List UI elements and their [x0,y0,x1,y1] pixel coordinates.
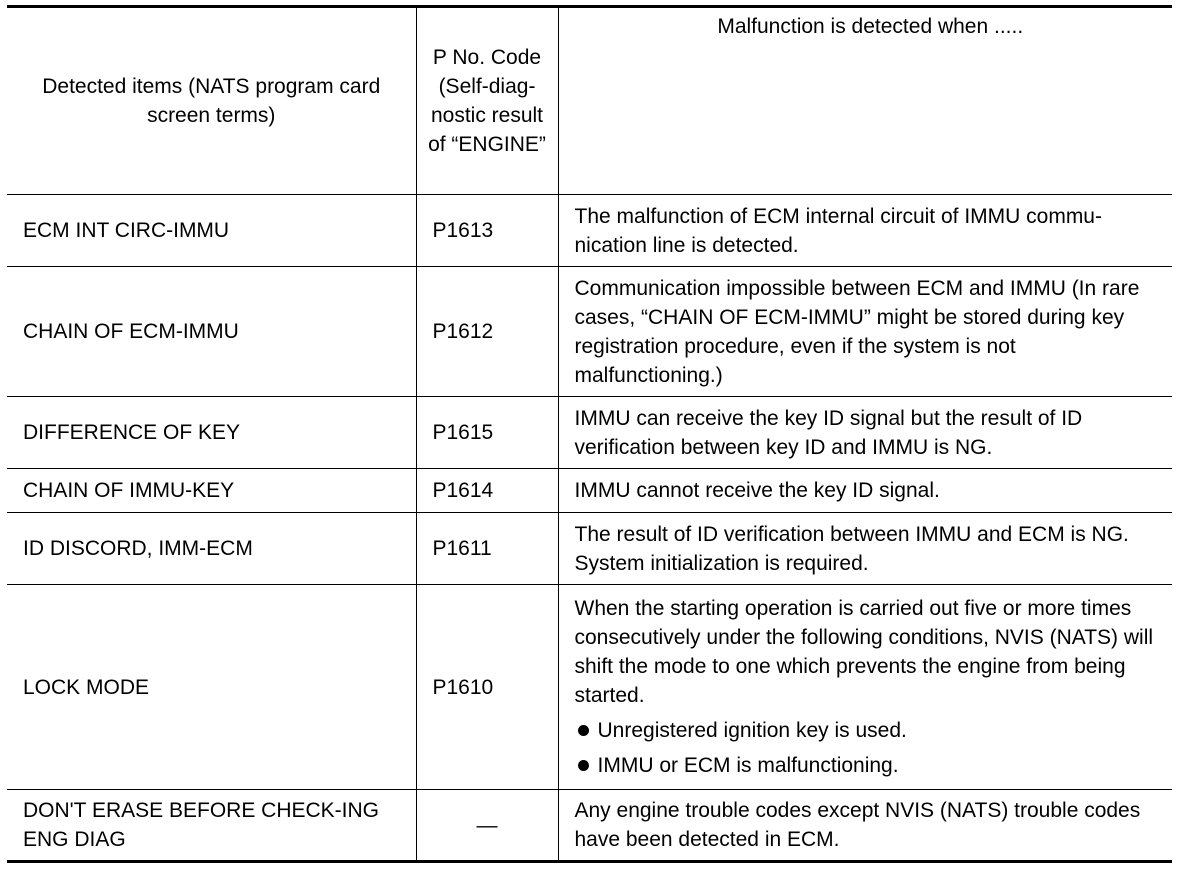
detected-item-cell: DIFFERENCE OF KEY [7,397,416,469]
diagnostic-table-wrapper [7,5,1172,863]
detected-item-cell: ECM INT CIRC-IMMU [7,195,416,267]
bullet-item [575,716,1167,745]
table-row [7,469,1172,513]
header-malfunction-detected: Malfunction is detected when ..... [558,7,1172,195]
p-code-cell: P1610 [416,585,558,790]
description-cell [558,585,1172,790]
description-text: When the starting operation is carried out five or more times consecutively under the following conditions, NVIS (NATS) will shift the mode to one which prevents the engine from being started. [574,597,1154,707]
p-code-cell: P1612 [416,267,558,397]
p-code-cell: — [416,790,558,862]
description-cell: Communication impossible between ECM and IMMU (In rare cases, “CHAIN OF ECM-IMMU” might be stored during key registration procedure, even if the system is not malfunctioning.) [558,267,1172,397]
bullet-dot-icon [578,725,589,736]
bullet-text: IMMU or ECM is malfunctioning. [597,754,899,777]
p-code-cell: P1613 [416,195,558,267]
table-row [7,790,1172,862]
header-detected-items: Detected items (NATS program card screen terms) [7,7,416,195]
bullet-dot-icon [578,760,589,771]
table-row [7,585,1172,790]
bullet-item [575,751,1167,780]
diagnostic-table [7,5,1172,863]
table-row [7,267,1172,397]
description-cell: The result of ID verification between IMMU and ECM is NG. System initialization is required. [558,513,1172,585]
description-cell: IMMU cannot receive the key ID signal. [558,469,1172,513]
table-row [7,195,1172,267]
table-row [7,513,1172,585]
header-p-no-code: P No. Code (Self-diag-nostic result of “ENGINE” [416,7,558,195]
table-header-row [7,7,1172,195]
p-code-cell: P1615 [416,397,558,469]
detected-item-cell: ID DISCORD, IMM-ECM [7,513,416,585]
description-cell: The malfunction of ECM internal circuit of IMMU commu-nication line is detected. [558,195,1172,267]
detected-item-cell: CHAIN OF IMMU-KEY [7,469,416,513]
table-row [7,397,1172,469]
detected-item-cell: CHAIN OF ECM-IMMU [7,267,416,397]
bullet-text: Unregistered ignition key is used. [597,719,907,742]
description-cell: IMMU can receive the key ID signal but the result of ID verification between key ID and IMMU is NG. [558,397,1172,469]
detected-item-cell: DON'T ERASE BEFORE CHECK-ING ENG DIAG [7,790,416,862]
p-code-cell: P1611 [416,513,558,585]
p-code-cell: P1614 [416,469,558,513]
description-cell: Any engine trouble codes except NVIS (NATS) trouble codes have been detected in ECM. [558,790,1172,862]
detected-item-cell: LOCK MODE [7,585,416,790]
